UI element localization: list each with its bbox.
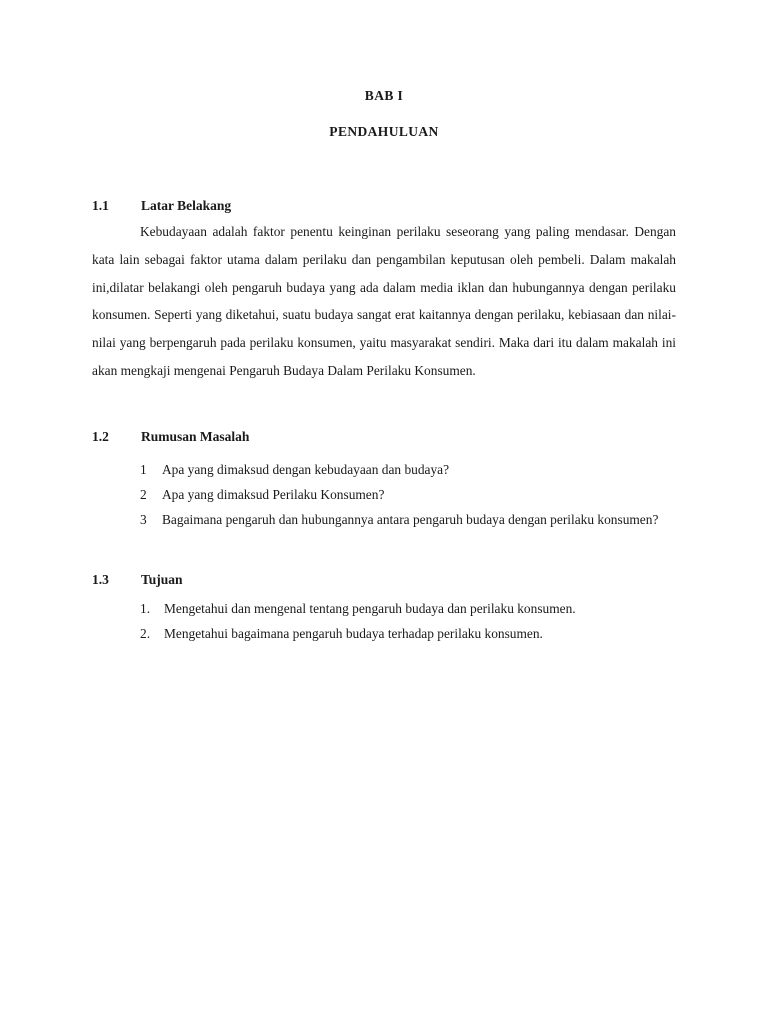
list-marker: 2.	[140, 626, 151, 642]
list-item-text: Apa yang dimaksud dengan kebudayaan dan budaya?	[162, 461, 450, 477]
list-item-text: Mengetahui bagaimana pengaruh budaya terhadap perilaku konsumen.	[164, 626, 543, 642]
section-number: 1.1	[92, 198, 109, 213]
list-marker: 1.	[140, 601, 151, 617]
rumusan-masalah-list	[92, 445, 676, 533]
section-heading-rumusan-masalah	[92, 429, 676, 445]
list-item-text: Mengetahui dan mengenal tentang pengaruh budaya dan perilaku konsumen.	[164, 601, 576, 617]
section-heading-tujuan	[92, 572, 676, 588]
list-item-text: Bagaimana pengaruh dan hubungannya antara pengaruh budaya dengan perilaku konsumen?	[162, 511, 659, 527]
latar-belakang-paragraph: Kebudayaan adalah faktor penentu keinginan perilaku seseorang yang paling mendasar. Dengan kata lain sebagai faktor utama dalam perilaku dan pengambilan keputusan oleh pembeli. Dalam makalah ini,dilatar belakangi oleh pengaruh budaya yang ada dalam media iklan dan hubungannya dengan perilaku konsumen. Seperti yang diketahui, suatu budaya sangat erat kaitannya dengan perilaku, kebiasaan dan nilai-nilai yang berpengaruh pada perilaku konsumen, yaitu masyarakat sendiri. Maka dari itu dalam makalah ini akan mengkaji mengenai Pengaruh Budaya Dalam Perilaku Konsumen.	[92, 224, 676, 378]
list-item-text: Apa yang dimaksud Perilaku Konsumen?	[162, 486, 385, 502]
list-item	[92, 457, 676, 482]
tujuan-list	[92, 588, 676, 646]
list-item	[92, 621, 676, 646]
list-item	[92, 482, 676, 507]
document-content	[92, 0, 676, 647]
section-number: 1.2	[92, 428, 109, 444]
list-item	[92, 507, 676, 532]
chapter-title: BAB I	[364, 88, 404, 103]
section-title: Latar Belakang	[141, 198, 232, 213]
list-item	[92, 596, 676, 621]
section-heading-latar-belakang	[92, 198, 676, 214]
list-marker: 3	[140, 511, 147, 527]
list-marker: 1	[140, 461, 147, 477]
list-marker: 2	[140, 486, 147, 502]
section-number: 1.3	[92, 572, 109, 588]
chapter-subtitle: PENDAHULUAN	[329, 124, 439, 139]
section-title: Rumusan Masalah	[141, 428, 250, 444]
section-title: Tujuan	[141, 572, 183, 588]
